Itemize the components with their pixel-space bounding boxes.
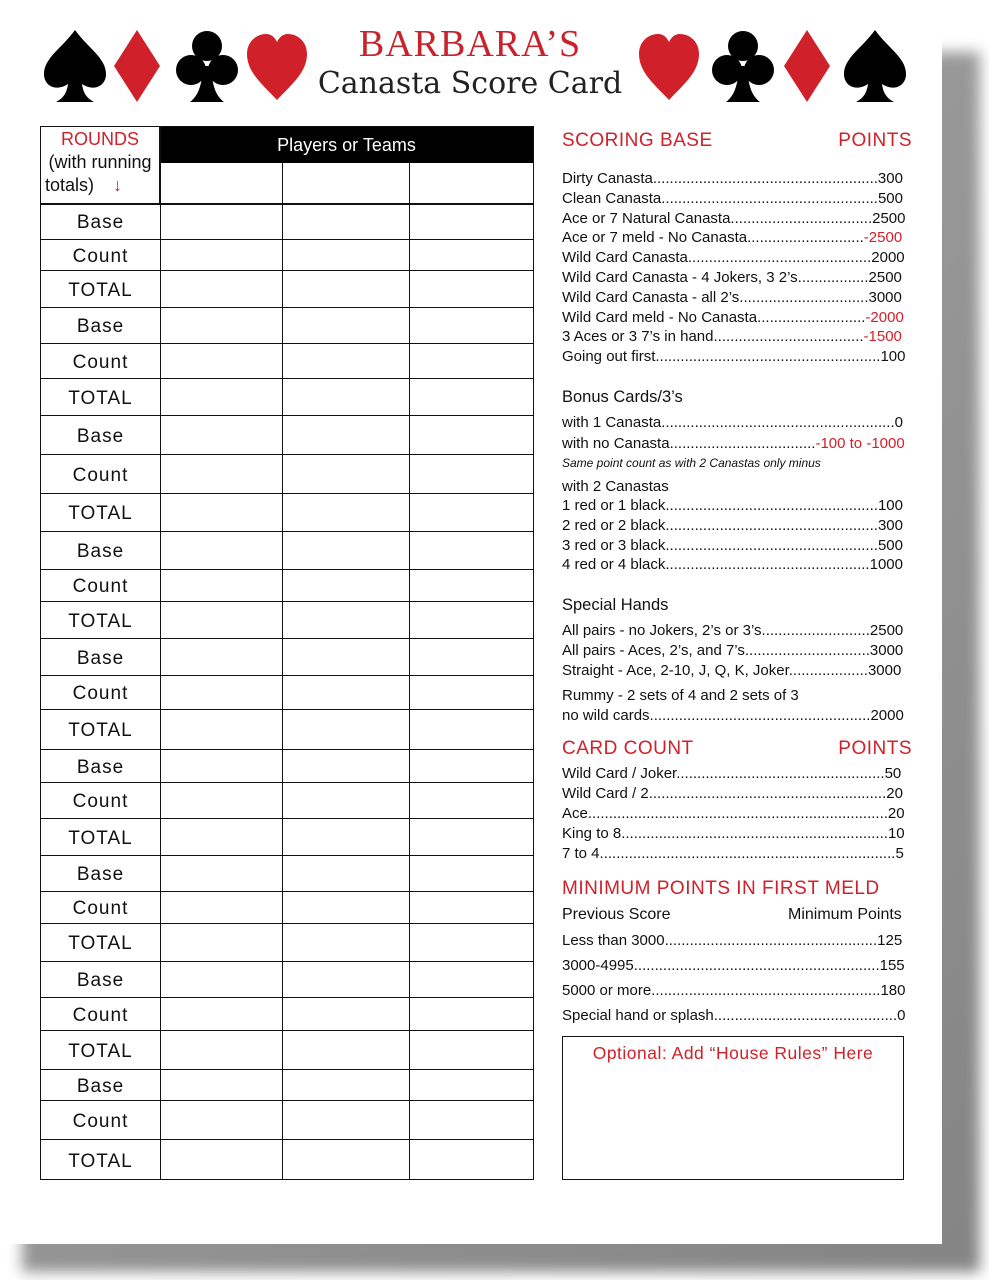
score-cell[interactable] xyxy=(410,270,533,307)
score-cell[interactable] xyxy=(283,782,409,818)
rummy-value: 2000 xyxy=(870,707,904,724)
line-item-value: 155 xyxy=(879,957,905,974)
leader-dots: ...................................................... xyxy=(652,170,878,187)
row-label-count: Count xyxy=(72,898,129,919)
line-item-value: -2000 xyxy=(865,308,904,326)
score-cell[interactable] xyxy=(283,343,409,378)
score-cell[interactable] xyxy=(161,638,282,675)
row-label-total: TOTAL xyxy=(68,933,133,954)
club-icon xyxy=(708,26,778,106)
line-item-label: Dirty Canasta xyxy=(562,170,653,187)
leader-dots: ................................................... xyxy=(665,516,878,534)
score-cell[interactable] xyxy=(283,531,409,569)
spade-icon xyxy=(40,26,110,106)
score-cell[interactable] xyxy=(410,855,533,891)
line-item xyxy=(562,348,908,365)
score-cell[interactable] xyxy=(410,601,533,638)
leader-dots: ........................................................ xyxy=(661,414,895,431)
two-canastas-label: with 2 Canastas xyxy=(562,478,669,495)
leader-dots: ............................................ xyxy=(687,249,872,267)
score-cell[interactable] xyxy=(283,270,409,307)
score-cell[interactable] xyxy=(410,1069,533,1100)
score-cell[interactable] xyxy=(410,638,533,675)
score-cell[interactable] xyxy=(161,855,282,891)
line-item-value: 5 xyxy=(895,845,904,862)
line-item-label: Wild Card Canasta xyxy=(562,249,688,267)
line-item xyxy=(562,170,908,187)
line-item xyxy=(562,932,908,949)
card-count-title: CARD COUNT xyxy=(562,738,694,759)
rounds-note: (with running xyxy=(48,152,152,172)
line-item-value: 300 xyxy=(877,516,903,534)
score-cell[interactable] xyxy=(283,818,409,855)
line-item xyxy=(562,785,908,802)
bonus-note: Same point count as with 2 Canastas only minus xyxy=(562,456,821,470)
score-cell[interactable] xyxy=(283,1100,409,1139)
score-cell[interactable] xyxy=(410,675,533,709)
score-cell[interactable] xyxy=(410,307,533,343)
line-item xyxy=(562,805,908,822)
score-cell[interactable] xyxy=(410,493,533,531)
row-label-base: Base xyxy=(76,970,125,991)
line-item-value: 2500 xyxy=(869,622,904,639)
score-cell[interactable] xyxy=(410,569,533,601)
line-item-value: -2500 xyxy=(863,229,903,247)
leader-dots: ............................................ xyxy=(713,1007,898,1024)
score-cell[interactable] xyxy=(161,531,282,569)
line-item-value: 20 xyxy=(887,805,905,822)
score-cell[interactable] xyxy=(161,675,282,709)
score-cell[interactable] xyxy=(283,307,409,343)
players-header: Players or Teams xyxy=(160,127,533,163)
line-item-value: 300 xyxy=(877,170,903,187)
score-cell[interactable] xyxy=(161,493,282,531)
line-item xyxy=(562,662,908,679)
leader-dots: ........................................................... xyxy=(633,957,880,974)
diamond-icon xyxy=(110,26,164,106)
row-label-count: Count xyxy=(72,683,129,704)
special-hands-heading: Special Hands xyxy=(562,596,669,614)
leader-dots: ....................................................... xyxy=(651,982,881,999)
score-cell[interactable] xyxy=(283,601,409,638)
minimum-points-heading: MINIMUM POINTS IN FIRST MELD xyxy=(562,878,880,899)
house-rules-box[interactable] xyxy=(562,1036,904,1180)
scoring-base-heading xyxy=(562,130,912,152)
row-label-count: Count xyxy=(72,576,129,597)
line-item-value: -100 to -1000 xyxy=(815,435,905,452)
line-item-value: 0 xyxy=(897,1007,906,1024)
line-item-value: 1000 xyxy=(869,556,903,574)
score-cell[interactable] xyxy=(283,1030,409,1069)
line-item-label: 3000-4995 xyxy=(562,957,634,974)
scoring-base-title: SCORING BASE xyxy=(562,130,713,151)
line-item-value: 3000 xyxy=(868,288,902,306)
line-item-label: 5000 or more xyxy=(562,982,652,999)
leader-dots: ......................................................... xyxy=(648,785,887,802)
club-icon xyxy=(172,26,242,106)
leader-dots: .................................................... xyxy=(661,189,878,207)
score-cell[interactable] xyxy=(161,343,282,378)
row-label-count: Count xyxy=(72,352,129,373)
row-label-count: Count xyxy=(72,465,129,486)
row-label-base: Base xyxy=(76,864,125,885)
spade-icon xyxy=(840,26,910,106)
line-item xyxy=(562,229,908,246)
score-cell[interactable] xyxy=(161,454,282,493)
line-item-label: Wild Card / 2 xyxy=(562,785,649,802)
row-label-total: TOTAL xyxy=(68,611,133,632)
line-item xyxy=(562,435,908,452)
leader-dots: ........................................................................ xyxy=(587,805,888,822)
previous-score-label: Previous Score xyxy=(562,906,671,923)
line-item-value: 2000 xyxy=(871,249,905,267)
row-label-base: Base xyxy=(76,212,125,233)
minimum-points-label: Minimum Points xyxy=(788,906,902,923)
line-item xyxy=(562,328,908,345)
leader-dots: .............................. xyxy=(744,641,870,659)
card-count-heading xyxy=(562,738,912,760)
rounds-note-2: totals) xyxy=(45,175,95,195)
score-cell[interactable] xyxy=(161,782,282,818)
score-cell[interactable] xyxy=(283,923,409,961)
score-cell[interactable] xyxy=(410,378,533,415)
line-item-label: 3 red or 3 black xyxy=(562,536,666,554)
line-item-value: 500 xyxy=(877,536,903,554)
score-cell[interactable] xyxy=(161,961,282,997)
leader-dots: .......................... xyxy=(761,622,870,639)
row-label-total: TOTAL xyxy=(68,720,133,741)
line-item-value: 180 xyxy=(880,982,906,999)
score-cell[interactable] xyxy=(161,378,282,415)
line-item-label: Ace or 7 meld - No Canasta xyxy=(562,229,748,247)
row-label-count: Count xyxy=(72,1111,129,1132)
score-cell[interactable] xyxy=(161,239,282,270)
line-item-value: 2500 xyxy=(872,209,906,227)
row-label-base: Base xyxy=(76,1076,125,1097)
score-cell[interactable] xyxy=(283,855,409,891)
score-cell[interactable] xyxy=(410,818,533,855)
line-item-value: -1500 xyxy=(863,328,902,346)
score-cell[interactable] xyxy=(410,1030,533,1069)
leader-dots: ............................ xyxy=(747,229,864,247)
row-label-count: Count xyxy=(72,1005,129,1026)
line-item-label: Ace or 7 Natural Canasta xyxy=(562,209,731,227)
score-cell[interactable] xyxy=(410,203,533,239)
score-cell[interactable] xyxy=(410,891,533,923)
row-label-base: Base xyxy=(76,426,125,447)
score-cell[interactable] xyxy=(283,891,409,923)
line-item xyxy=(562,190,908,207)
leader-dots: ................................................. xyxy=(665,556,870,574)
score-cell[interactable] xyxy=(410,531,533,569)
score-cell[interactable] xyxy=(283,203,409,239)
line-item xyxy=(562,642,908,659)
score-cell[interactable] xyxy=(410,1100,533,1139)
line-item-value: 50 xyxy=(884,765,902,782)
score-cell[interactable] xyxy=(283,638,409,675)
score-cell[interactable] xyxy=(410,415,533,454)
score-cell[interactable] xyxy=(410,749,533,782)
line-item xyxy=(562,982,908,999)
score-cell[interactable] xyxy=(283,239,409,270)
row-label-total: TOTAL xyxy=(68,503,133,524)
score-cell[interactable] xyxy=(410,343,533,378)
leader-dots: ................................................... xyxy=(665,536,878,554)
score-cell[interactable] xyxy=(161,818,282,855)
row-label-total: TOTAL xyxy=(68,280,133,301)
score-cell[interactable] xyxy=(161,415,282,454)
score-cell[interactable] xyxy=(283,675,409,709)
score-cell[interactable] xyxy=(283,569,409,601)
line-item-label: All pairs - Aces, 2’s, and 7’s xyxy=(562,641,745,659)
line-item-label: with 1 Canasta xyxy=(562,414,662,431)
leader-dots: ...................................................... xyxy=(655,348,881,366)
line-item xyxy=(562,497,908,514)
score-cell[interactable] xyxy=(161,601,282,638)
score-cell[interactable] xyxy=(410,454,533,493)
line-item-value: 125 xyxy=(877,932,903,949)
line-item-label: All pairs - no Jokers, 2’s or 3’s xyxy=(562,622,762,639)
arrow-down-icon: ↓ xyxy=(113,175,123,195)
score-cell[interactable] xyxy=(161,709,282,749)
score-cell[interactable] xyxy=(161,923,282,961)
score-cell[interactable] xyxy=(161,569,282,601)
line-item-value: 100 xyxy=(880,348,906,366)
leader-dots: .................................................. xyxy=(676,765,885,782)
line-item-label: Wild Card Canasta - all 2’s xyxy=(562,288,740,306)
rounds-label: ROUNDS xyxy=(60,129,139,149)
score-cell[interactable] xyxy=(283,749,409,782)
leader-dots: ....................................................................... xyxy=(599,845,896,862)
bonus-cards-heading: Bonus Cards/3’s xyxy=(562,388,683,406)
score-cell[interactable] xyxy=(283,493,409,531)
line-item-label: Special hand or splash xyxy=(562,1007,714,1024)
line-item xyxy=(562,289,908,306)
score-cell[interactable] xyxy=(410,1139,533,1180)
score-cell[interactable] xyxy=(283,454,409,493)
row-label-total: TOTAL xyxy=(68,1041,133,1062)
line-item-value: 0 xyxy=(894,414,903,431)
score-cell[interactable] xyxy=(161,749,282,782)
row-label-count: Count xyxy=(72,246,129,267)
line-item-label: Wild Card meld - No Canasta xyxy=(562,308,758,326)
line-item-label: Wild Card / Joker xyxy=(562,765,677,782)
rummy-line-2 xyxy=(562,707,908,724)
line-item xyxy=(562,309,908,326)
line-item-value: 3000 xyxy=(867,661,902,679)
points-heading: POINTS xyxy=(838,130,912,151)
score-cell[interactable] xyxy=(283,1069,409,1100)
score-cell[interactable] xyxy=(161,307,282,343)
row-label-total: TOTAL xyxy=(68,1151,133,1172)
score-cell[interactable] xyxy=(283,997,409,1030)
score-cell[interactable] xyxy=(283,378,409,415)
line-item xyxy=(562,414,908,431)
score-cell[interactable] xyxy=(410,782,533,818)
line-item-label: 7 to 4 xyxy=(562,845,600,862)
score-cell[interactable] xyxy=(283,961,409,997)
line-item xyxy=(562,957,908,974)
score-cell[interactable] xyxy=(283,415,409,454)
score-cell[interactable] xyxy=(161,203,282,239)
score-cell[interactable] xyxy=(161,270,282,307)
leader-dots: ..................................................... xyxy=(649,707,871,724)
score-cell[interactable] xyxy=(283,1139,409,1180)
line-item-label: Straight - Ace, 2-10, J, Q, K, Joker xyxy=(562,661,789,679)
line-item-label: Less than 3000 xyxy=(562,932,665,949)
house-rules-label: Optional: Add “House Rules” Here xyxy=(592,1043,874,1063)
line-item xyxy=(562,825,908,842)
line-item-label: with no Canasta xyxy=(562,435,670,452)
line-item xyxy=(562,210,908,227)
page-title: BARBARA’S xyxy=(358,23,582,65)
score-cell[interactable] xyxy=(161,997,282,1030)
leader-dots: .......................... xyxy=(757,308,866,326)
leader-dots: ................................... xyxy=(669,435,816,452)
rounds-header xyxy=(41,127,160,203)
heart-icon xyxy=(636,26,702,106)
line-item-value: 100 xyxy=(877,497,903,514)
line-item xyxy=(562,622,908,639)
line-item xyxy=(562,556,908,573)
line-item-value: 20 xyxy=(886,785,903,802)
leader-dots: ............................... xyxy=(739,288,869,306)
row-label-base: Base xyxy=(76,757,125,778)
line-item-label: Clean Canasta xyxy=(562,189,662,207)
leader-dots: ................... xyxy=(788,661,868,679)
leader-dots: ................................................................ xyxy=(621,825,888,842)
leader-dots: ................. xyxy=(797,269,869,286)
score-cell[interactable] xyxy=(410,709,533,749)
score-cell[interactable] xyxy=(410,239,533,270)
score-cell[interactable] xyxy=(161,891,282,923)
line-item-label: Going out first xyxy=(562,348,656,366)
line-item xyxy=(562,249,908,266)
line-item-label: 2 red or 2 black xyxy=(562,516,666,534)
line-item-value: 10 xyxy=(887,825,905,842)
score-table xyxy=(40,126,534,1180)
line-item xyxy=(562,765,908,782)
leader-dots: .................................. xyxy=(730,209,873,227)
score-cell[interactable] xyxy=(283,709,409,749)
line-item xyxy=(562,845,908,862)
line-item-label: King to 8 xyxy=(562,825,622,842)
line-item-value: 3000 xyxy=(869,641,904,659)
score-cell[interactable] xyxy=(161,1100,282,1139)
line-item xyxy=(562,517,908,534)
score-cell[interactable] xyxy=(410,997,533,1030)
rummy-line: Rummy - 2 sets of 4 and 2 sets of 3 xyxy=(562,687,799,704)
line-item-label: 4 red or 4 black xyxy=(562,556,666,574)
diamond-icon xyxy=(780,26,834,106)
row-label-base: Base xyxy=(76,316,125,337)
line-item-label: 1 red or 1 black xyxy=(562,497,666,514)
score-cell[interactable] xyxy=(410,923,533,961)
score-cell[interactable] xyxy=(161,1069,282,1100)
score-cell[interactable] xyxy=(410,961,533,997)
row-label-base: Base xyxy=(76,541,125,562)
line-item xyxy=(562,269,908,286)
line-item-label: 3 Aces or 3 7’s in hand xyxy=(562,328,714,346)
row-label-total: TOTAL xyxy=(68,388,133,409)
page-subtitle: Canasta Score Card xyxy=(317,66,623,101)
line-item-value: 2500 xyxy=(868,269,902,286)
rummy-label: no wild cards xyxy=(562,707,650,724)
points-heading: POINTS xyxy=(838,738,912,759)
row-label-base: Base xyxy=(76,648,125,669)
leader-dots: ................................................... xyxy=(665,497,878,514)
leader-dots: .................................... xyxy=(713,328,864,346)
line-item-value: 500 xyxy=(877,189,903,207)
score-cell[interactable] xyxy=(161,1139,282,1180)
score-cell[interactable] xyxy=(161,1030,282,1069)
row-label-total: TOTAL xyxy=(68,828,133,849)
line-item-label: Ace xyxy=(562,805,588,822)
leader-dots: ................................................... xyxy=(664,932,878,949)
line-item xyxy=(562,537,908,554)
line-item-label: Wild Card Canasta - 4 Jokers, 3 2’s xyxy=(562,269,798,286)
line-item xyxy=(562,1007,908,1024)
row-label-count: Count xyxy=(72,791,129,812)
